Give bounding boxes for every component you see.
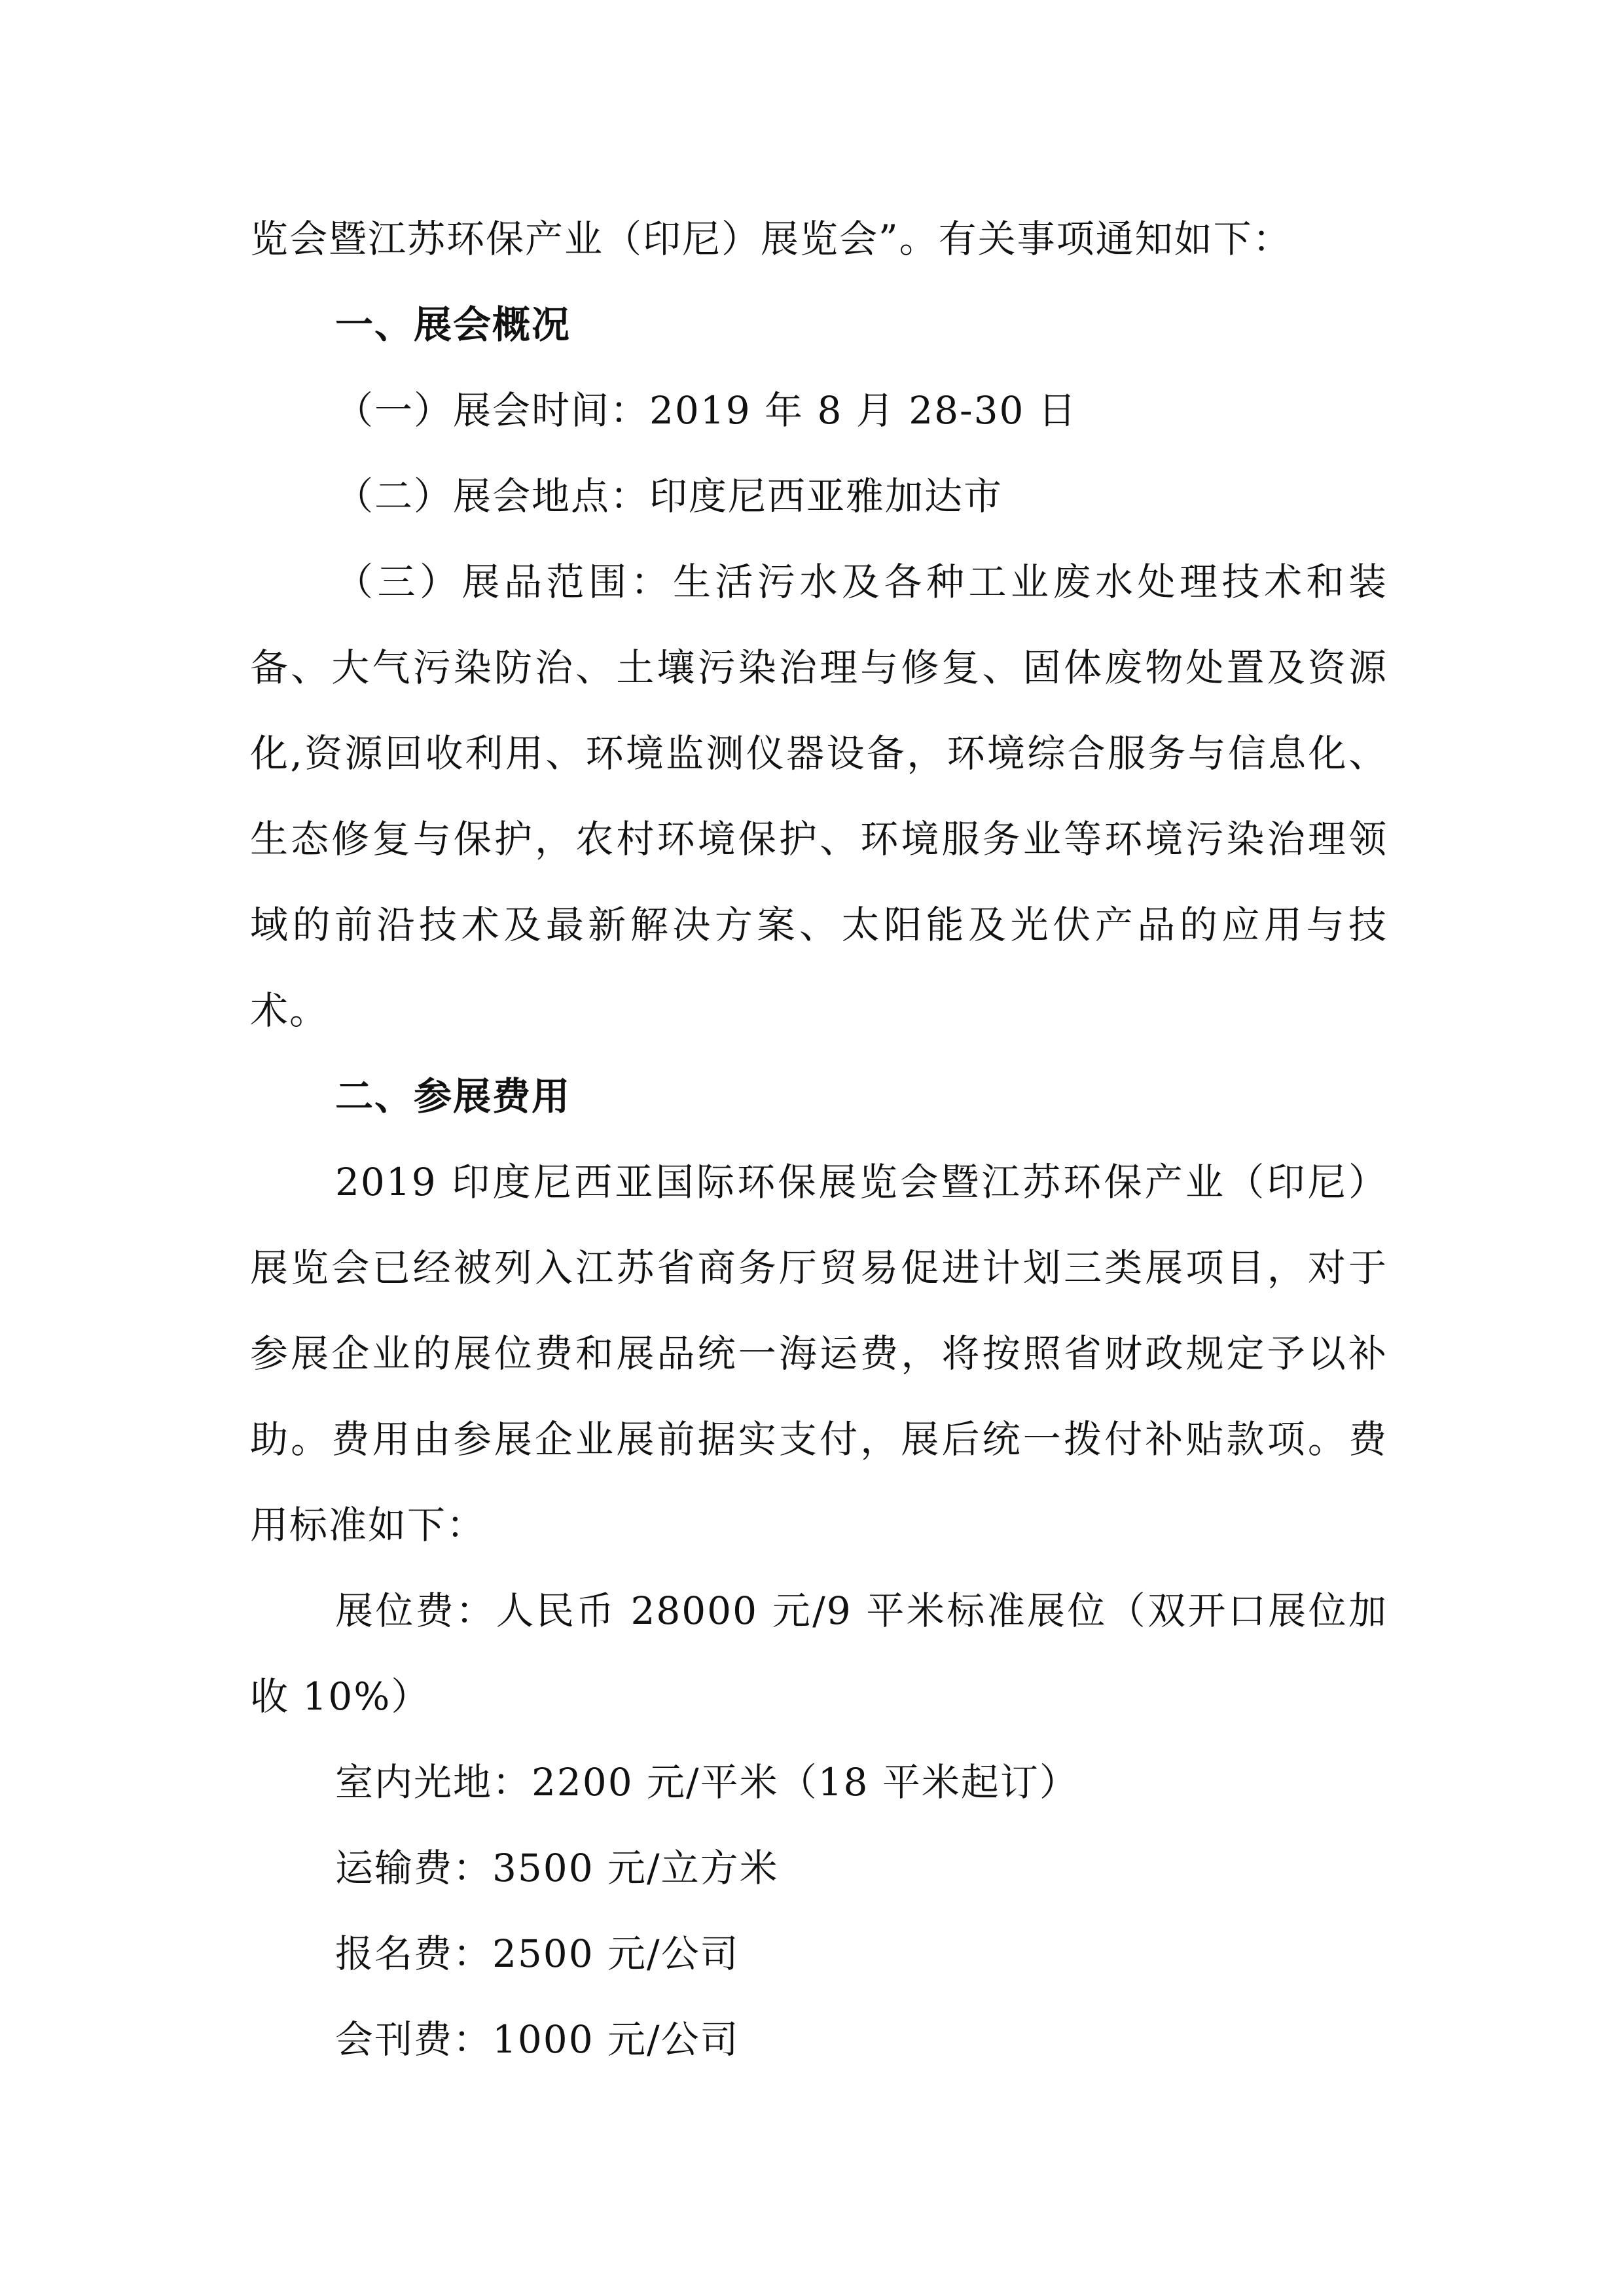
exhibition-location: （二）展会地点：印度尼西亚雅加达市 xyxy=(335,474,1003,518)
section-heading-overview: 一、展会概况 xyxy=(335,302,571,347)
shipping-fee-item: 运输费：3500 元/立方米 xyxy=(335,1846,779,1890)
exhibit-scope-paragraph: （三）展品范围：生活污水及各种工业废水处理技术和装备、大气污染防治、土壤污染治理与修复、固体废物处置及资源化,资源回收利用、环境监测仪器设备，环境综合服务与信息化、生态修复与保护，农村环境保护、环境服务业等环境污染治理领域的前沿技术及最新解决方案、太阳能及光伏产品的应用与技术。 xyxy=(250,560,1388,1033)
registration-fee-item: 报名费：2500 元/公司 xyxy=(335,1931,740,1976)
fees-paragraph: 2019 印度尼西亚国际环保展览会暨江苏环保产业（印尼）展览会已经被列入江苏省商务厅贸易促进计划三类展项目，对于参展企业的展位费和展品统一海运费，将按照省财政规定予以补助。费用由参展企业展前据实支付，展后统一拨付补贴款项。费用标准如下： xyxy=(250,1160,1388,1547)
document-body xyxy=(250,196,1388,2083)
indoor-space-fee-item: 室内光地：2200 元/平米（18 平米起订） xyxy=(335,1760,1079,1804)
section-heading-fees: 二、参展费用 xyxy=(335,1074,571,1119)
intro-continuation: 览会暨江苏环保产业（印尼）展览会”。有关事项通知如下： xyxy=(250,217,1292,261)
exhibition-time: （一）展会时间：2019 年 8 月 28-30 日 xyxy=(335,388,1077,433)
catalog-fee-item: 会刊费：1000 元/公司 xyxy=(335,2017,740,2062)
booth-fee-item: 展位费：人民币 28000 元/9 平米标准展位（双开口展位加收 10%） xyxy=(250,1588,1388,1719)
